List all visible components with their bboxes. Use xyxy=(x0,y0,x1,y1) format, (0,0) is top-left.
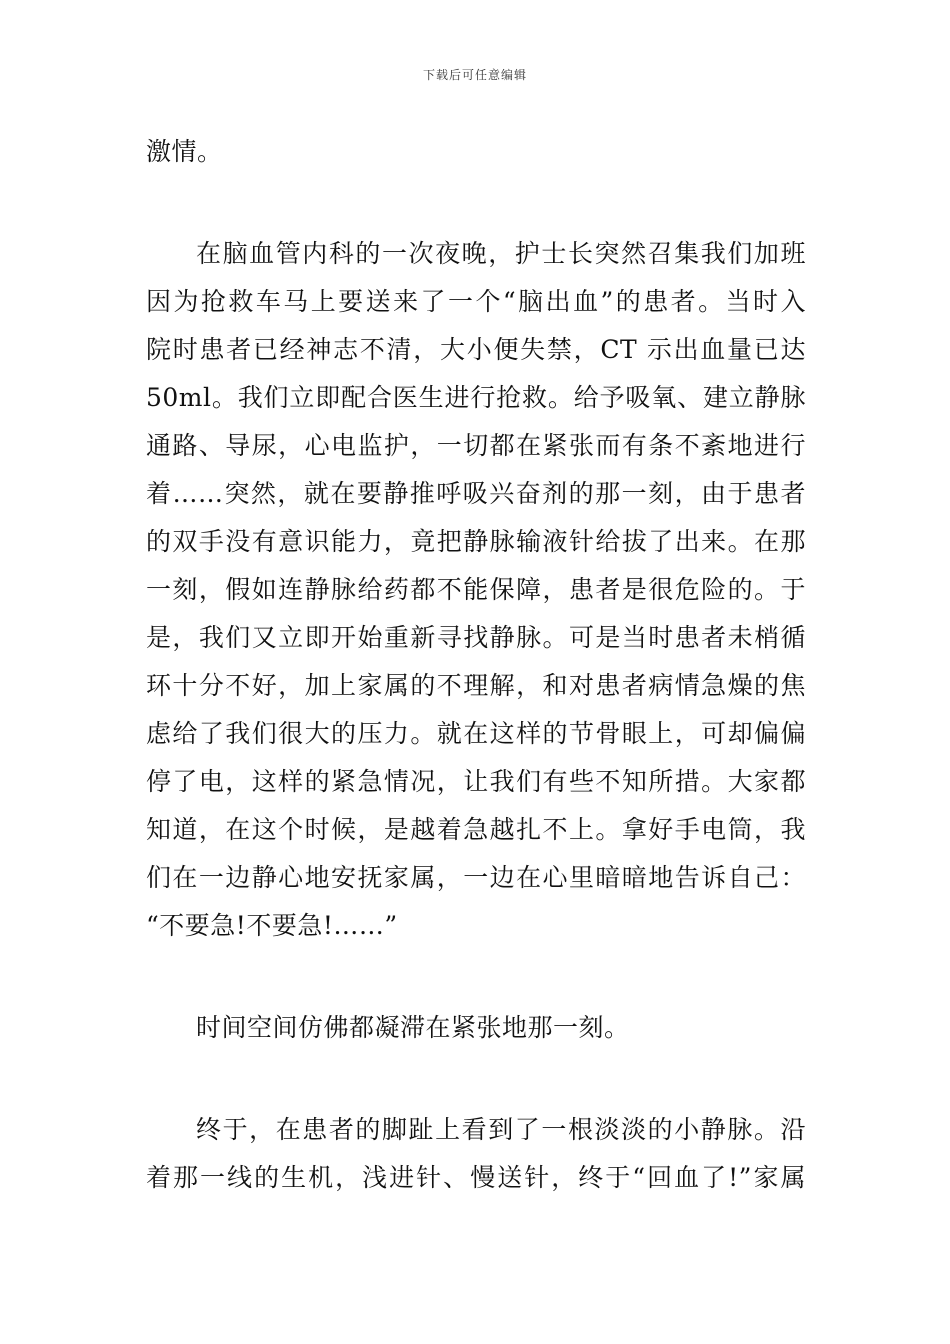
paragraph-3 xyxy=(146,1004,806,1052)
page-header: 下载后可任意编辑 xyxy=(422,68,527,82)
text-line: 是，我们又立即开始重新寻找静脉。可是当时患者未梢循 xyxy=(146,623,806,652)
text-line: 环十分不好，加上家属的不理解，和对患者病情急燥的焦 xyxy=(146,671,806,700)
document-body xyxy=(146,128,806,1202)
text-line: 终于，在患者的脚趾上看到了一根淡淡的小静脉。沿 xyxy=(196,1115,806,1144)
text-line: 院时患者已经神志不清，大小便失禁，CT 示出血量已达 xyxy=(146,335,806,364)
text-line: 知道，在这个时候，是越着急越扎不上。拿好手电筒，我 xyxy=(146,815,806,844)
text-line: 通路、导尿，心电监护，一切都在紧张而有条不紊地进行 xyxy=(146,431,806,460)
paragraph-1 xyxy=(146,128,806,176)
text-line: 50ml。我们立即配合医生进行抢救。给予吸氧、建立静脉 xyxy=(146,383,806,412)
paragraph-spacer xyxy=(146,950,806,1004)
paragraph-4 xyxy=(146,1106,806,1202)
paragraph-spacer xyxy=(146,1052,806,1106)
text-line: “不要急!不要急!……” xyxy=(146,911,398,940)
text-line: 停了电，这样的紧急情况，让我们有些不知所措。大家都 xyxy=(146,767,806,796)
paragraph-2 xyxy=(146,230,806,950)
text-line: 虑给了我们很大的压力。就在这样的节骨眼上，可却偏偏 xyxy=(146,719,806,748)
text-line: 们在一边静心地安抚家属，一边在心里暗暗地告诉自己： xyxy=(146,863,806,892)
text-line: 激情。 xyxy=(146,137,223,166)
text-line: 的双手没有意识能力，竟把静脉输液针给拔了出来。在那 xyxy=(146,527,806,556)
text-line: 一刻，假如连静脉给药都不能保障，患者是很危险的。于 xyxy=(146,575,806,604)
text-line: 在脑血管内科的一次夜晚，护士长突然召集我们加班 xyxy=(196,239,806,268)
text-line: 着那一线的生机，浅进针、慢送针，终于“回血了!”家属 xyxy=(146,1163,806,1192)
text-line: 时间空间仿佛都凝滞在紧张地那一刻。 xyxy=(196,1013,630,1042)
text-line: 因为抢救车马上要送来了一个“脑出血”的患者。当时入 xyxy=(146,287,806,316)
text-line: 着……突然，就在要静推呼吸兴奋剂的那一刻，由于患者 xyxy=(146,479,806,508)
paragraph-spacer xyxy=(146,176,806,230)
